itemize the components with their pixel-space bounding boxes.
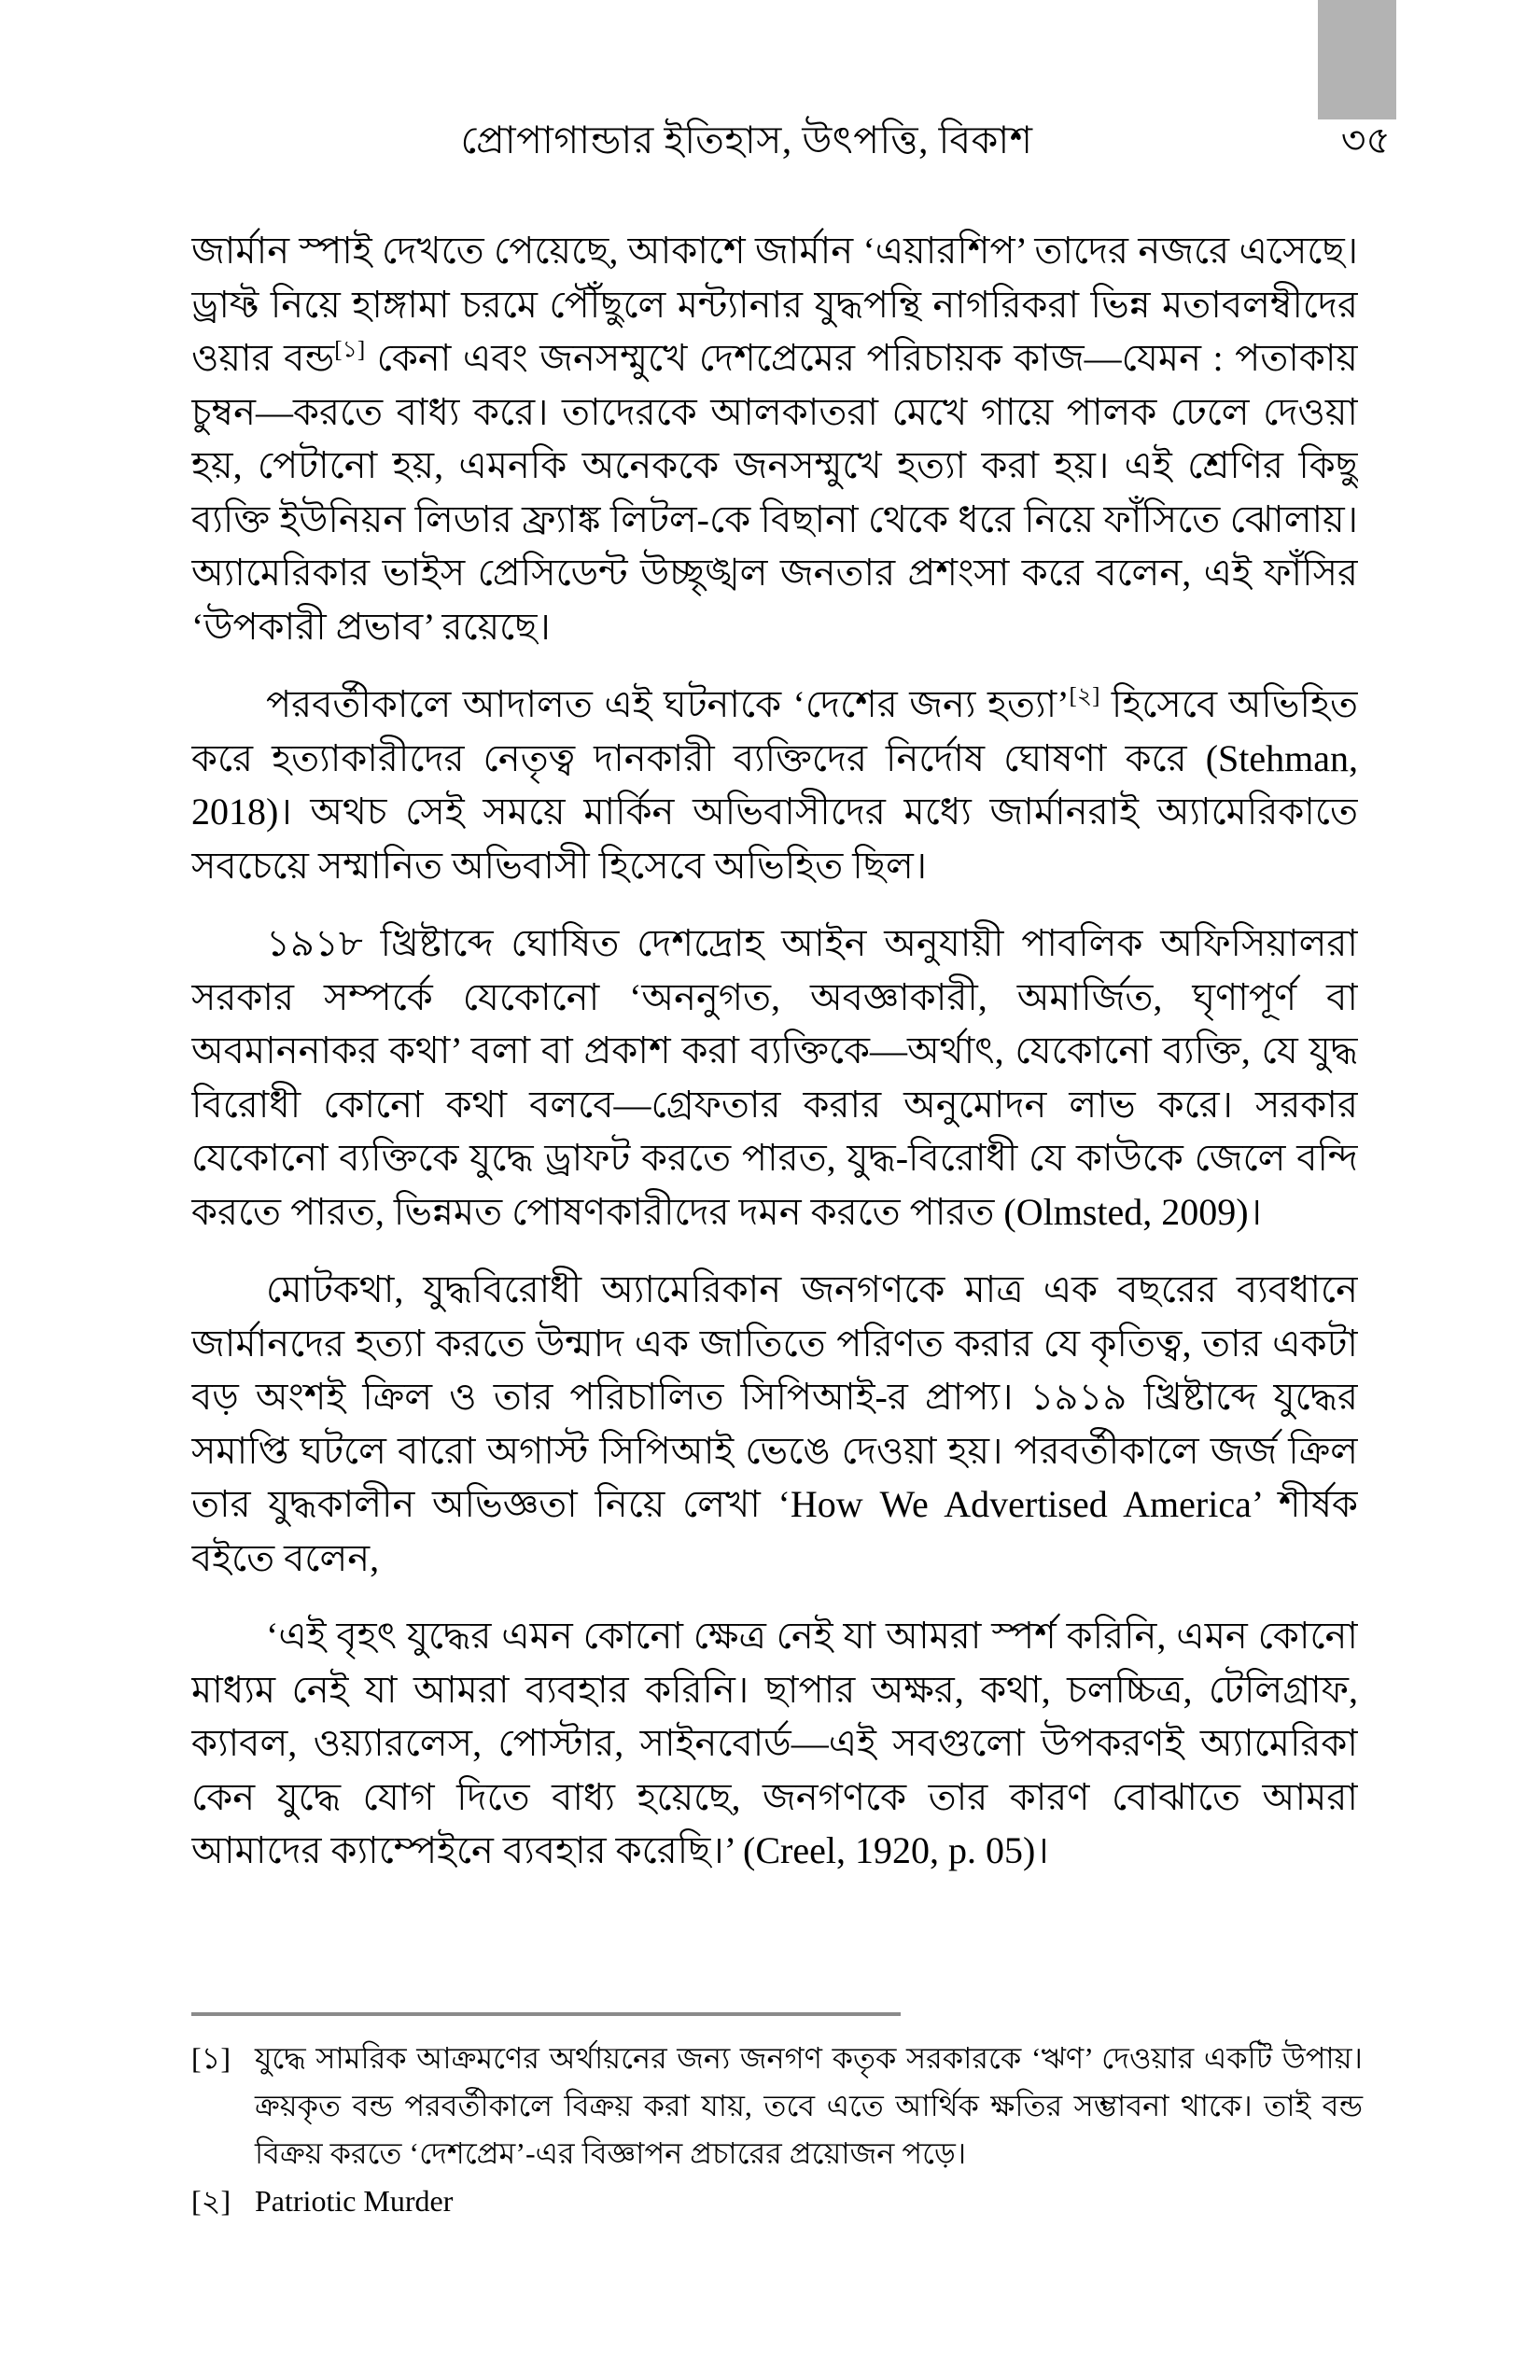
footnotes-section: [191, 2012, 1363, 2225]
paragraph-text: জার্মান স্পাই দেখতে পেয়েছে, আকাশে জার্মান ‘এয়ারশিপ’ তাদের নজরে এসেছে। ড্রাফ্ট নিয়ে হাঙ্গামা চরমে পৌঁছুলে মন্ট্যানার যুদ্ধপন্থি নাগরিকরা ভিন্ন মতাবলম্বীদের ওয়ার বন্ড: [191, 230, 1358, 379]
paragraph-text: ‘এই বৃহৎ যুদ্ধের এমন কোনো ক্ষেত্র নেই যা আমরা স্পর্শ করিনি, এমন কোনো মাধ্যম নেই যা আমরা ব্যবহার করিনি। ছাপার অক্ষর, কথা, চলচ্চিত্র, টেলিগ্রাফ, ক্যাবল, ওয়্যারলেস, পোস্টার, সাইনবোর্ড—এই সবগুলো উপকরণই অ্যামেরিকা কেন যুদ্ধে যোগ দিতে বাধ্য হয়েছে, জনগণকে তার কারণ বোঝাতে আমরা আমাদের ক্যাম্পেইনে ব্যবহার করেছি।’ (Creel, 1920, p. 05)।: [191, 1615, 1358, 1871]
page-header: [191, 114, 1391, 166]
footnote-ref: [১]: [334, 337, 366, 363]
footnote-separator-rule: [191, 2012, 901, 2016]
page-number: ৩৫: [1340, 119, 1391, 161]
running-header-title: প্রোপাগান্ডার ইতিহাস, উৎপত্তি, বিকাশ: [460, 119, 1033, 161]
para-5-quote: [191, 1609, 1358, 1878]
paragraph-text: পরবর্তীকালে আদালত এই ঘটনাকে ‘দেশের জন্য হত্যা’: [266, 683, 1070, 725]
footnote-text: Patriotic Murder: [255, 2184, 454, 2218]
para-4: [191, 1263, 1358, 1585]
footnote-ref: [২]: [1069, 683, 1100, 709]
footnote-marker: [২]: [191, 2184, 231, 2218]
para-1: [191, 224, 1358, 653]
footnote-item: [191, 2035, 1363, 2177]
para-3: [191, 917, 1358, 1239]
para-2: [191, 678, 1358, 892]
paragraph-text: ১৯১৮ খ্রিষ্টাব্দে ঘোষিত দেশদ্রোহ আইন অনুযায়ী পাবলিক অফিসিয়ালরা সরকার সম্পর্কে যেকোনো ‘অননুগত, অবজ্ঞাকারী, অমার্জিত, ঘৃণাপূর্ণ বা অবমাননাকর কথা’ বলা বা প্রকাশ করা ব্যক্তিকে—অর্থাৎ, যেকোনো ব্যক্তি, যে যুদ্ধ বিরোধী কোনো কথা বলবে—গ্রেফতার করার অনুমোদন লাভ করে। সরকার যেকোনো ব্যক্তিকে যুদ্ধে ড্রাফট করতে পারত, যুদ্ধ-বিরোধী যে কাউকে জেলে বন্দি করতে পারত, ভিন্নমত পোষণকারীদের দমন করতে পারত (Olmsted, 2009)।: [191, 922, 1358, 1233]
footnote-item: [191, 2177, 1363, 2225]
body-text: [191, 224, 1358, 2002]
paragraph-text: মোটকথা, যুদ্ধবিরোধী অ্যামেরিকান জনগণকে মাত্র এক বছরের ব্যবধানে জার্মানদের হত্যা করতে উন্মাদ এক জাতিতে পরিণত করার যে কৃতিত্ব, তার একটা বড় অংশই ক্রিল ও তার পরিচালিত সিপিআই-র প্রাপ্য। ১৯১৯ খ্রিষ্টাব্দে যুদ্ধের সমাপ্তি ঘটলে বারো অগাস্ট সিপিআই ভেঙে দেওয়া হয়। পরবর্তীকালে জর্জ ক্রিল তার যুদ্ধকালীন অভিজ্ঞতা নিয়ে লেখা ‘How We Advertised America’ শীর্ষক বইতে বলেন,: [191, 1268, 1358, 1579]
corner-gray-block: [1318, 0, 1396, 119]
footnote-list: [191, 2035, 1363, 2225]
paragraph-text: হিসেবে অভিহিত করে হত্যাকারীদের নেতৃত্ব দানকারী ব্যক্তিদের নির্দোষ ঘোষণা করে (Stehman, 2018)। অথচ সেই সময়ে মার্কিন অভিবাসীদের মধ্যে জার্মানরাই অ্যামেরিকাতে সবচেয়ে সম্মানিত অভিবাসী হিসেবে অভিহিত ছিল।: [191, 683, 1358, 887]
footnote-text: যুদ্ধে সামরিক আক্রমণের অর্থায়নের জন্য জনগণ কতৃক সরকারকে ‘ঋণ’ দেওয়ার একটি উপায়। ক্রয়কৃত বন্ড পরবর্তীকালে বিক্রয় করা যায়, তবে এতে আর্থিক ক্ষতির সম্ভাবনা থাকে। তাই বন্ড বিক্রয় করতে ‘দেশপ্রেম’-এর বিজ্ঞাপন প্রচারের প্রয়োজন পড়ে।: [255, 2041, 1363, 2170]
paragraph-text: কেনা এবং জনসম্মুখে দেশপ্রেমের পরিচায়ক কাজ—যেমন : পতাকায় চুম্বন—করতে বাধ্য করে। তাদেরকে আলকাতরা মেখে গায়ে পালক ঢেলে দেওয়া হয়, পেটানো হয়, এমনকি অনেককে জনসম্মুখে হত্যা করা হয়। এই শ্রেণির কিছু ব্যক্তি ইউনিয়ন লিডার ফ্র্যাঙ্ক লিটল-কে বিছানা থেকে ধরে নিয়ে ফাঁসিতে ঝোলায়। অ্যামেরিকার ভাইস প্রেসিডেন্ট উচ্ছৃঙ্খল জনতার প্রশংসা করে বলেন, এই ফাঁসির ‘উপকারী প্রভাব’ রয়েছে।: [191, 337, 1358, 648]
footnote-marker: [১]: [191, 2041, 231, 2075]
